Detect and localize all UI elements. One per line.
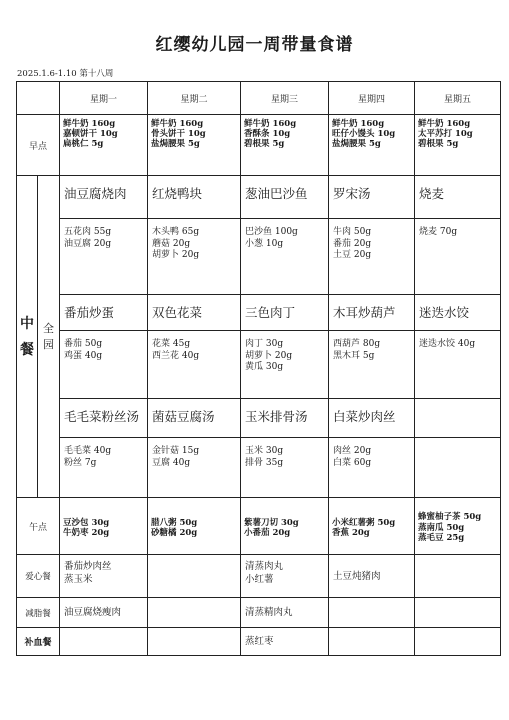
love-meal-cell (148, 555, 241, 598)
text-line: 黄瓜 30g (245, 362, 284, 372)
row-label-love-meal: 爱心餐 (17, 555, 60, 598)
day-header: 星期四 (329, 82, 415, 115)
text-line: 肉丁 30g (245, 339, 284, 349)
dish-ingredients (241, 438, 329, 498)
text-line: 清蒸肉丸 (245, 561, 284, 572)
lunch-ingredient-row (17, 438, 501, 498)
text-line: 番茄炒肉丝 (64, 561, 112, 572)
text-line: 香蕉 20g (332, 528, 370, 538)
row-label-whole (38, 176, 60, 498)
text-line: 白菜 60g (333, 457, 372, 468)
love-meal-row (17, 555, 501, 598)
text-line: 烧麦 70g (419, 227, 458, 237)
text-line: 小葱 10g (245, 238, 284, 249)
afternoon-cell (329, 498, 415, 555)
dish-ingredients (148, 331, 241, 399)
blood-meal-cell (60, 628, 148, 656)
text-line: 小红薯 (245, 574, 274, 585)
text-line: 牛奶枣 20g (63, 528, 110, 538)
blood-meal-cell (415, 628, 501, 656)
dish-ingredients (329, 438, 415, 498)
dish-name: 三色肉丁 (241, 295, 329, 331)
label-char: 中 (20, 315, 34, 332)
text-line: 土豆炖猪肉 (333, 570, 381, 582)
lunch-dish-row (17, 176, 501, 219)
text-line: 鲜牛奶 160g (332, 119, 385, 129)
afternoon-cell (415, 498, 501, 555)
blood-meal-cell (148, 628, 241, 656)
dish-name: 木耳炒葫芦 (329, 295, 415, 331)
breakfast-row (17, 115, 501, 176)
text-line: 扁桃仁 5g (63, 139, 104, 149)
text-line: 腊八粥 50g (151, 517, 198, 528)
text-line: 骨头饼干 10g (151, 129, 206, 139)
header-row (17, 82, 501, 115)
day-header: 星期五 (415, 82, 501, 115)
text-line: 蘑菇 20g (152, 238, 191, 249)
text-line: 胡萝卜 20g (152, 250, 200, 260)
text-line: 鲜牛奶 160g (418, 119, 471, 129)
lunch-dish-row (17, 295, 501, 331)
text-line: 鲜牛奶 160g (151, 119, 204, 129)
dish-ingredients (329, 219, 415, 295)
text-line: 碧根果 5g (244, 139, 285, 149)
day-header: 星期三 (241, 82, 329, 115)
week-label: 2025.1.6-1.10 第十八周 (17, 69, 114, 79)
row-label-fat-meal: 减脂餐 (17, 598, 60, 628)
dish-name: 油豆腐烧肉 (60, 176, 148, 219)
blood-meal-row (17, 628, 501, 656)
fat-meal-cell (148, 598, 241, 628)
breakfast-cell (241, 115, 329, 176)
text-line: 金针菇 15g (152, 446, 200, 456)
lunch-ingredient-row (17, 219, 501, 295)
day-header: 星期二 (148, 82, 241, 115)
dish-name: 白菜炒肉丝 (329, 399, 415, 438)
dish-ingredients (415, 219, 501, 295)
afternoon-cell (148, 498, 241, 555)
day-header: 星期一 (60, 82, 148, 115)
dish-name: 烧麦 (415, 176, 501, 219)
text-line: 砂糖橘 20g (151, 528, 198, 538)
corner-cell (17, 82, 60, 115)
love-meal-cell (415, 555, 501, 598)
label-char: 全 (43, 321, 54, 335)
text-line: 鲜牛奶 160g (244, 119, 297, 129)
text-line: 太平苏打 10g (418, 129, 473, 139)
text-line: 胡萝卜 20g (245, 350, 293, 361)
text-line: 土豆 20g (333, 250, 372, 260)
dish-ingredients (60, 331, 148, 399)
text-line: 番茄 20g (333, 238, 372, 249)
row-label-breakfast: 早点 (17, 115, 60, 176)
text-line: 小米红薯粥 50g (332, 517, 396, 528)
blood-meal-cell (329, 628, 415, 656)
fat-meal-cell: 油豆腐烧瘦肉 (60, 598, 148, 628)
text-line: 粉丝 7g (64, 457, 97, 468)
afternoon-cell (60, 498, 148, 555)
dish-ingredients (415, 331, 501, 399)
dish-ingredients (60, 438, 148, 498)
love-meal-cell (329, 555, 415, 598)
text-line: 香酥条 10g (244, 129, 291, 139)
breakfast-cell (148, 115, 241, 176)
fat-meal-cell (329, 598, 415, 628)
row-label-lunch (17, 176, 38, 498)
text-line: 木头鸭 65g (152, 227, 200, 237)
text-line: 盐焗腰果 5g (151, 139, 200, 149)
dish-ingredients (241, 331, 329, 399)
text-line: 花菜 45g (152, 339, 191, 349)
text-line: 蒸毛豆 25g (418, 533, 465, 544)
menu-table (16, 81, 501, 656)
dish-ingredients (60, 219, 148, 295)
dish-name (415, 399, 501, 438)
breakfast-cell (415, 115, 501, 176)
breakfast-cell (329, 115, 415, 176)
fat-meal-cell: 清蒸精肉丸 (241, 598, 329, 628)
dish-ingredients (329, 331, 415, 399)
text-line: 蒸南瓜 50g (418, 522, 465, 533)
text-line: 五花肉 55g (64, 227, 112, 237)
label-char: 园 (43, 337, 54, 351)
row-label-blood-meal: 补血餐 (17, 628, 60, 656)
afternoon-row (17, 498, 501, 555)
text-line: 豆沙包 30g (63, 517, 110, 528)
dish-name: 葱油巴沙鱼 (241, 176, 329, 219)
text-line: 鲜牛奶 160g (63, 119, 116, 129)
dish-ingredients (415, 438, 501, 498)
text-line: 牛肉 50g (333, 227, 372, 237)
text-line: 嘉顿饼干 10g (63, 129, 118, 139)
dish-name: 番茄炒蛋 (60, 295, 148, 331)
text-line: 油豆腐 20g (64, 238, 112, 249)
page-title: 红缨幼儿园一周带量食谱 (155, 35, 354, 55)
text-line: 蒸玉米 (64, 574, 93, 585)
love-meal-cell (60, 555, 148, 598)
dish-ingredients (148, 219, 241, 295)
text-line: 小番茄 20g (244, 528, 291, 538)
dish-name: 罗宋汤 (329, 176, 415, 219)
dish-ingredients (241, 219, 329, 295)
text-line: 紫薯刀切 30g (244, 517, 299, 528)
love-meal-cell (241, 555, 329, 598)
text-line: 排骨 35g (245, 457, 284, 468)
fat-meal-cell (415, 598, 501, 628)
text-line: 毛毛菜 40g (64, 446, 112, 456)
text-line: 西兰花 40g (152, 350, 200, 361)
dish-name: 菌菇豆腐汤 (148, 399, 241, 438)
dish-ingredients (148, 438, 241, 498)
text-line: 玉米 30g (245, 446, 284, 456)
text-line: 豆腐 40g (152, 457, 191, 468)
text-line: 黑木耳 5g (333, 350, 375, 361)
breakfast-cell (60, 115, 148, 176)
dish-name: 红烧鸭块 (148, 176, 241, 219)
fat-meal-row (17, 598, 501, 628)
text-line: 番茄 50g (64, 339, 103, 349)
text-line: 巴沙鱼 100g (245, 227, 298, 237)
text-line: 肉丝 20g (333, 446, 372, 456)
text-line: 迷迭水饺 40g (419, 339, 476, 349)
text-line: 盐焗腰果 5g (332, 139, 381, 149)
text-line: 鸡蛋 40g (64, 350, 103, 361)
blood-meal-cell: 蒸红枣 (241, 628, 329, 656)
text-line: 蜂蜜柚子茶 50g (418, 512, 482, 523)
label-char: 餐 (20, 341, 34, 358)
text-line: 旺仔小馒头 10g (332, 129, 396, 139)
lunch-dish-row (17, 399, 501, 438)
afternoon-cell (241, 498, 329, 555)
text-line: 西葫芦 80g (333, 339, 381, 349)
dish-name: 玉米排骨汤 (241, 399, 329, 438)
dish-name: 迷迭水饺 (415, 295, 501, 331)
lunch-ingredient-row (17, 331, 501, 399)
text-line: 碧根果 5g (418, 139, 459, 149)
dish-name: 毛毛菜粉丝汤 (60, 399, 148, 438)
row-label-afternoon: 午点 (17, 498, 60, 555)
dish-name: 双色花菜 (148, 295, 241, 331)
